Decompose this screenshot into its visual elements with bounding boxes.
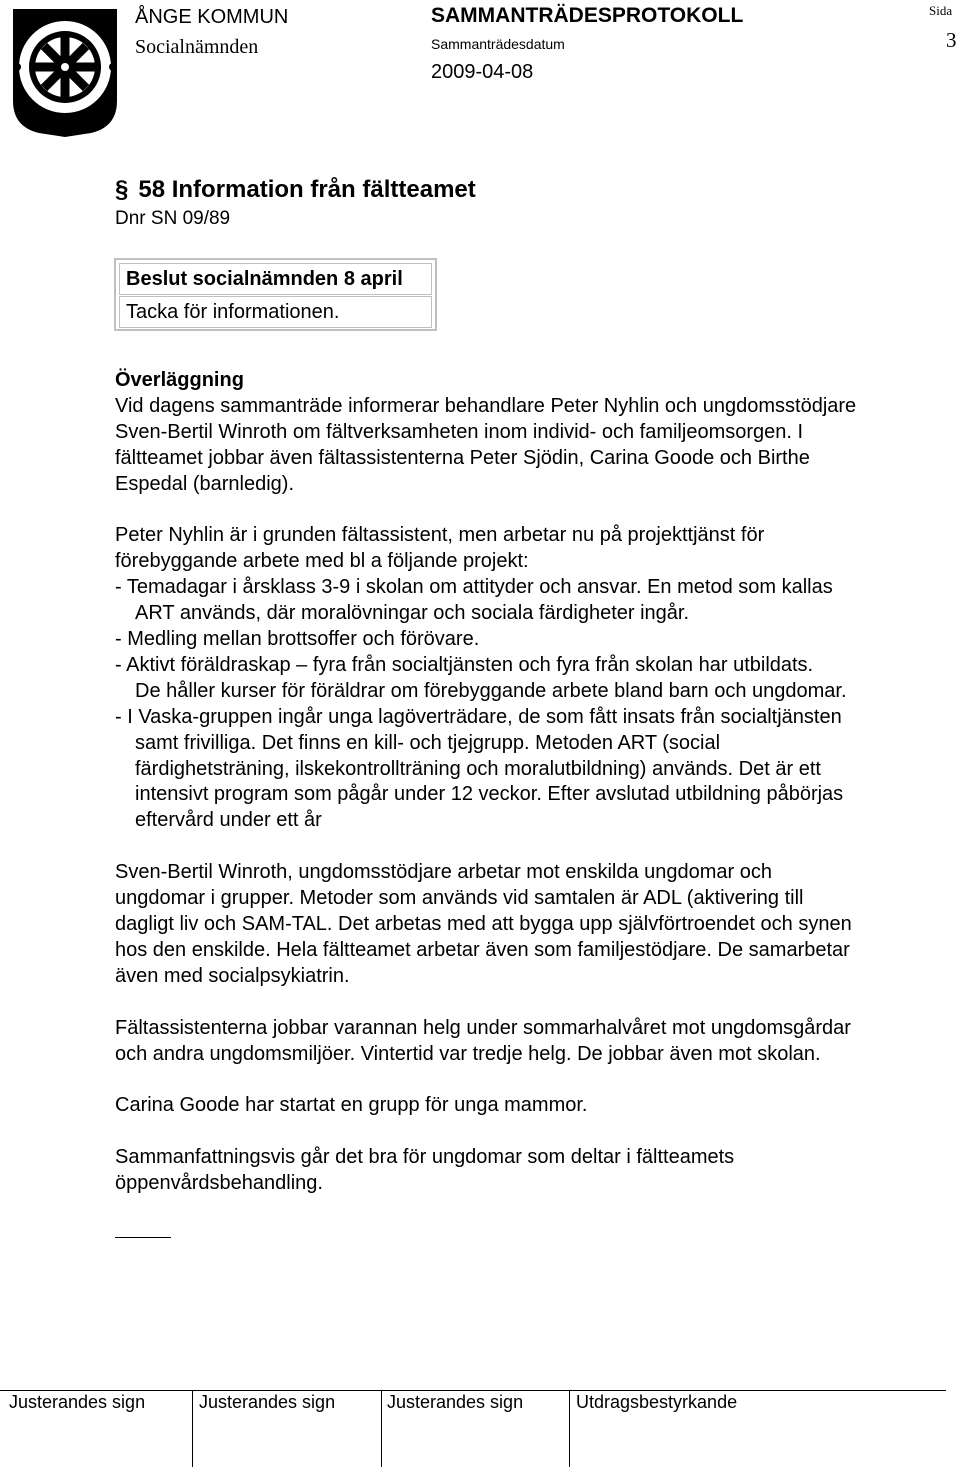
footer-certification: Utdragsbestyrkande [576, 1392, 738, 1412]
list-item-lead: - Aktivt föräldraskap – fyra från socialtjänsten och fyra från skolan har utbildats. [115, 653, 814, 676]
list-item-continuation: färdighetsträning, ilskekontrollträning och moralutbildning) används. Det är ett [135, 757, 821, 780]
page-number: 3 [946, 28, 957, 52]
text-line: och andra ungdomsmiljöer. Vintertid var tredje helg. De jobbar även mot skolan. [115, 1042, 821, 1065]
page-label: Sida [929, 3, 953, 18]
list-item [115, 653, 955, 705]
text-line: fältteamet jobbar även fältassistenterna Peter Sjödin, Carina Goode och Birthe [115, 446, 810, 469]
text-line: dagligt liv och SAM-TAL. Det arbetas med att bygga upp självförtroendet och synen [115, 913, 852, 935]
list-item [115, 627, 955, 653]
paragraph-symbol: § [115, 176, 129, 203]
diary-number: Dnr SN 09/89 [115, 208, 231, 229]
paragraph-5 [115, 1093, 955, 1119]
text-line: öppenvårdsbehandling. [115, 1172, 323, 1195]
deliberation-heading: Överläggning [115, 369, 244, 391]
list-item [115, 575, 955, 627]
meeting-date: 2009-04-08 [431, 61, 534, 83]
text-line: Carina Goode har startat en grupp för unga mammor. [115, 1094, 588, 1117]
text-line: även med socialpsykiatrin. [115, 964, 350, 987]
text-line: Peter Nyhlin är i grunden fältassistent, men arbetar nu på projekttjänst för [115, 524, 765, 547]
paragraph-1 [115, 394, 955, 498]
decision-heading: Beslut socialnämnden 8 april [119, 263, 432, 295]
document-type: SAMMANTRÄDESPROTOKOLL [431, 4, 744, 27]
list-item [115, 705, 955, 835]
decision-box [114, 258, 437, 331]
section-title: 58 Information från fältteamet [138, 176, 476, 203]
paragraph-3 [115, 860, 955, 990]
text-line: förebyggande arbete med bl a följande projekt: [115, 550, 529, 573]
municipality-logo [5, 5, 125, 139]
list-item-continuation: De håller kurser för föräldrar om förebyggande arbete bland barn och ungdomar. [135, 679, 847, 702]
list-item-continuation: ART används, där moralövningar och sociala färdigheter ingår. [135, 602, 690, 625]
paragraph-2 [115, 523, 955, 575]
organization-name: ÅNGE KOMMUN [135, 6, 289, 28]
text-line: Fältassistenterna jobbar varannan helg under sommarhalvåret mot ungdomsgårdar [115, 1016, 851, 1039]
footer-signature-1: Justerandes sign [9, 1392, 146, 1412]
footer-signature-3: Justerandes sign [387, 1392, 524, 1412]
footer-rule [0, 1390, 946, 1391]
text-line: Sven-Bertil Winroth om fältverksamheten inom individ- och familjeomsorgen. I [115, 420, 804, 443]
meeting-date-label: Sammanträdesdatum [431, 36, 565, 52]
text-line: ungdomar i grupper. Metoder som används vid samtalen är ADL (aktivering till [115, 887, 804, 910]
footer-signature-2: Justerandes sign [199, 1392, 336, 1412]
end-of-section-rule [115, 1237, 171, 1238]
footer-divider [569, 1391, 570, 1467]
text-line: Sven-Bertil Winroth, ungdomsstödjare arbetar mot enskilda ungdomar och [115, 861, 772, 884]
text-line: Sammanfattningsvis går det bra för ungdomar som deltar i fältteamets [115, 1146, 735, 1169]
list-item-lead: - Medling mellan brottsoffer och förövare. [115, 628, 480, 651]
deliberation-body [115, 368, 955, 1197]
list-item-continuation: eftervård under ett år [135, 809, 322, 832]
list-item-lead: - I Vaska-gruppen ingår unga lagöverträdare, de som fått insats från socialtjänsten [115, 705, 842, 728]
footer-divider [192, 1391, 193, 1467]
section-heading [115, 176, 476, 204]
paragraph-6 [115, 1145, 955, 1197]
decision-text: Tacka för informationen. [119, 296, 432, 328]
text-line: hos den enskilde. Hela fältteamet arbetar även som familjestödjare. De samarbetar [115, 938, 850, 961]
list-item-continuation: samt frivilliga. Det finns en kill- och tjejgrupp. Metoden ART (social [135, 731, 721, 754]
paragraph-4 [115, 1016, 955, 1068]
footer-divider [381, 1391, 382, 1467]
department-name: Socialnämnden [135, 36, 259, 58]
text-line: Vid dagens sammanträde informerar behandlare Peter Nyhlin och ungdomsstödjare [115, 394, 857, 417]
text-line: Espedal (barnledig). [115, 472, 294, 495]
list-item-continuation: intensivt program som pågår under 12 veckor. Efter avslutad utbildning påbörjas [135, 783, 844, 806]
list-item-lead: - Temadagar i årsklass 3-9 i skolan om attityder och ansvar. En metod som kallas [115, 576, 833, 599]
project-list [115, 575, 955, 834]
